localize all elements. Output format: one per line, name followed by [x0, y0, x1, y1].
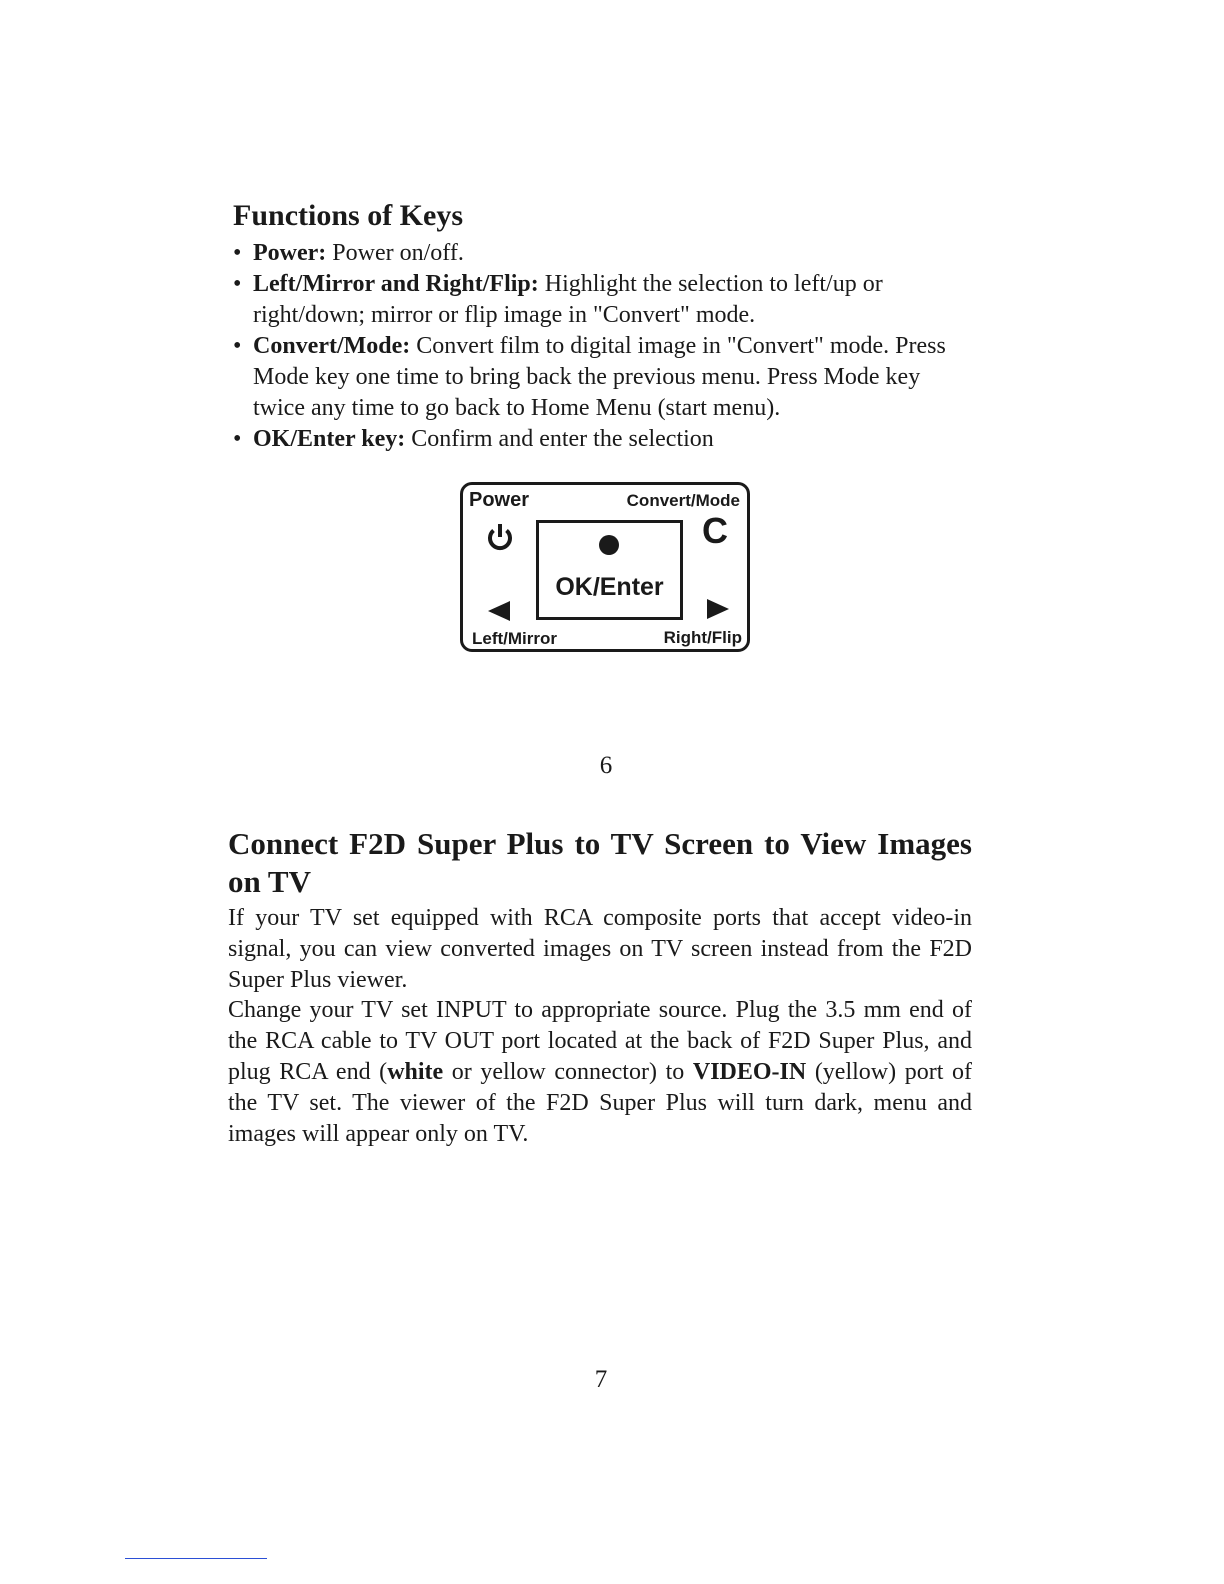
- power-label: Power: [469, 489, 530, 511]
- paragraph: [228, 995, 972, 1149]
- list-item: [233, 238, 953, 269]
- page-number: 6: [599, 752, 613, 779]
- section-heading: Connect F2D Super Plus to TV Screen to View Images on TV: [228, 826, 972, 899]
- paragraph: If your TV set equipped with RCA composite ports that accept video-in signal, you can view converted images on TV screen instead from the F2D Super Plus viewer.: [228, 905, 972, 993]
- item-term: OK/Enter key:: [253, 426, 406, 452]
- bullet-icon: •: [233, 240, 242, 266]
- power-icon: [484, 521, 516, 553]
- list-item: [233, 269, 953, 331]
- left-arrow-icon: [488, 601, 510, 621]
- emphasis-white: white: [387, 1058, 444, 1085]
- text-run: Change your TV set INPUT to appropriate source. Plug the 3.5 mm end of the RCA cable to TV OUT port located at the back of F2D Super Plus, and plug RCA end (: [228, 997, 972, 1085]
- keypad-diagram: [460, 482, 750, 652]
- convert-mode-icon: C: [702, 510, 728, 551]
- item-text: Confirm and enter the selection: [405, 426, 714, 452]
- bullet-icon: •: [233, 426, 242, 452]
- list-item: [233, 331, 953, 424]
- item-text: Highlight the selection to left/up or right/down; mirror or flip image in "Convert" mode.: [253, 271, 883, 328]
- right-arrow-icon: [707, 599, 729, 619]
- item-text: Power on/off.: [326, 240, 464, 266]
- ok-dot-icon: [599, 535, 619, 555]
- functions-of-keys-section: [233, 198, 953, 455]
- page-number: 7: [594, 1366, 608, 1393]
- text-run: or yellow connector) to: [443, 1058, 693, 1085]
- bullet-icon: •: [233, 333, 242, 359]
- item-text: Convert film to digital image in "Convert" mode. Press Mode key one time to bring back the previous menu. Press Mode key twice any time to go back to Home Menu (start menu).: [253, 333, 946, 421]
- item-term: Power:: [253, 240, 327, 266]
- left-mirror-label: Left/Mirror: [472, 629, 557, 648]
- connect-tv-section: [228, 825, 972, 1149]
- footer-rule: [125, 1558, 267, 1559]
- bullet-icon: •: [233, 271, 242, 297]
- key-functions-list: [233, 238, 953, 455]
- ok-enter-label: OK/Enter: [555, 573, 664, 601]
- text-run: (yellow) port of the TV set. The viewer of the F2D Super Plus will turn dark, menu and images will appear only on TV.: [228, 1058, 973, 1147]
- convert-mode-label: Convert/Mode: [626, 491, 740, 510]
- section-heading: Functions of Keys: [233, 199, 464, 232]
- emphasis-video-in: VIDEO-IN: [692, 1058, 807, 1085]
- ok-enter-key: [536, 520, 683, 620]
- right-flip-label: Right/Flip: [663, 628, 742, 647]
- list-item: [233, 424, 953, 455]
- item-term: Convert/Mode:: [253, 333, 411, 359]
- item-term: Left/Mirror and Right/Flip:: [253, 271, 539, 297]
